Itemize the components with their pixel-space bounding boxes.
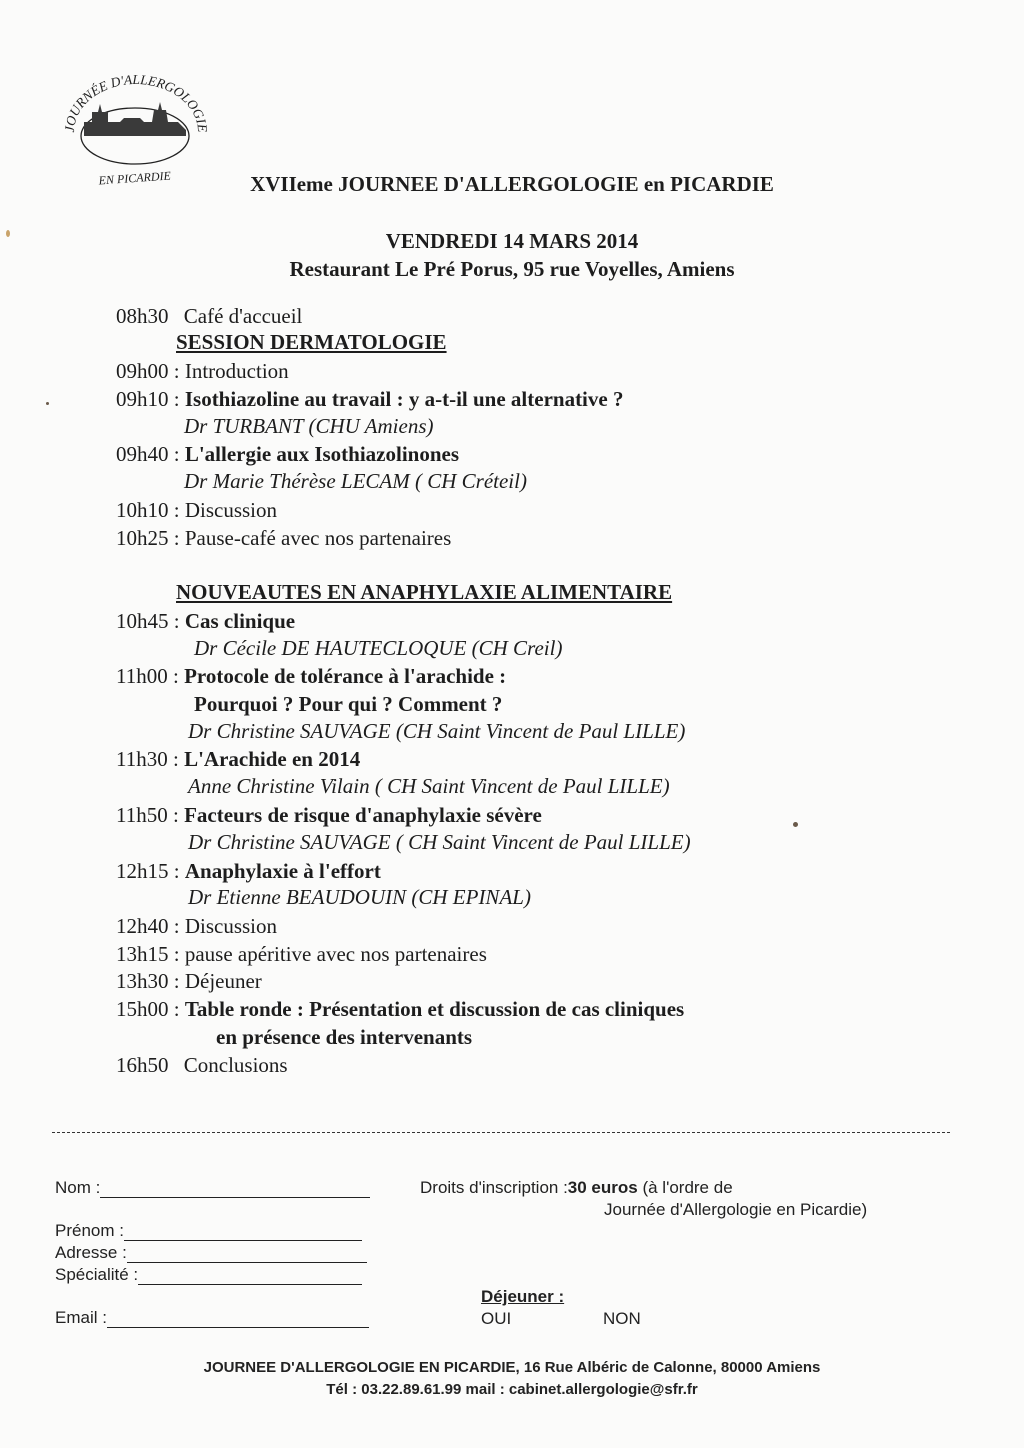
item-title-continued: en présence des intervenants [216, 1025, 473, 1049]
nom-input-line[interactable] [100, 1197, 370, 1198]
paper-speck [793, 822, 798, 827]
time: 11h30 : [116, 747, 179, 771]
fees [420, 1178, 733, 1198]
item-text: Discussion [184, 498, 278, 522]
nom-label: Nom : [55, 1178, 101, 1197]
speaker: Dr Christine SAUVAGE (CH Saint Vincent de Paul LILLE) [188, 719, 686, 743]
time: 13h15 : [116, 942, 180, 966]
prenom-label: Prénom : [55, 1221, 124, 1240]
time: 11h00 : [116, 664, 179, 688]
fees-label: Droits d'inscription : [420, 1178, 568, 1197]
logo-bottom-text: EN PICARDIE [98, 168, 172, 188]
item-text: Déjeuner [184, 969, 262, 993]
time: 09h10 : [116, 387, 180, 411]
speaker: Anne Christine Vilain ( CH Saint Vincent de Paul LILLE) [188, 774, 670, 798]
time: 16h50 [116, 1053, 169, 1077]
item-title: Protocole de tolérance à l'arachide : [184, 664, 507, 688]
time: 10h25 : [116, 526, 180, 550]
item-text: Pause-café avec nos partenaires [184, 526, 452, 550]
time: 08h30 [116, 304, 169, 328]
time: 12h40 : [116, 914, 180, 938]
program-row [116, 525, 451, 552]
footer-contact: Tél : 03.22.89.61.99 mail : cabinet.allergologie@sfr.fr [326, 1381, 698, 1398]
speaker: Dr TURBANT (CHU Amiens) [184, 414, 434, 438]
adresse-input-line[interactable] [127, 1262, 367, 1263]
adresse-field[interactable] [55, 1243, 367, 1263]
program-row [116, 746, 360, 773]
specialite-input-line[interactable] [138, 1284, 362, 1285]
lunch-yes-option[interactable]: OUI [481, 1309, 512, 1328]
item-title: Facteurs de risque d'anaphylaxie sévère [184, 803, 542, 827]
time: 13h30 : [116, 969, 180, 993]
time: 12h15 : [116, 859, 180, 883]
time: 11h50 : [116, 803, 179, 827]
program-row [116, 858, 381, 885]
email-label: Email : [55, 1308, 107, 1327]
fees-payee: Journée d'Allergologie en Picardie) [604, 1200, 868, 1219]
nom-field[interactable] [55, 1178, 370, 1198]
email-input-line[interactable] [107, 1327, 369, 1328]
event-venue: Restaurant Le Pré Porus, 95 rue Voyelles, Amiens [289, 257, 735, 281]
lunch-no-option[interactable]: NON [603, 1309, 641, 1328]
program-row [116, 996, 684, 1023]
specialite-label: Spécialité : [55, 1265, 139, 1284]
speaker: Dr Etienne BEAUDOUIN (CH EPINAL) [188, 885, 531, 909]
item-title: L'allergie aux Isothiazolinones [184, 442, 460, 466]
fees-note: (à l'ordre de [642, 1178, 733, 1197]
paper-speck [46, 402, 49, 405]
program-row [116, 968, 262, 995]
item-text: pause apéritive avec nos partenaires [184, 942, 487, 966]
specialite-field[interactable] [55, 1265, 362, 1285]
session-heading: NOUVEAUTES EN ANAPHYLAXIE ALIMENTAIRE [176, 580, 673, 604]
item-title: Anaphylaxie à l'effort [184, 859, 381, 883]
item-title: Table ronde : Présentation et discussion de cas cliniques [184, 997, 685, 1021]
item-title: L'Arachide en 2014 [184, 747, 361, 771]
speaker: Dr Christine SAUVAGE ( CH Saint Vincent de Paul LILLE) [188, 830, 691, 854]
time: 09h40 : [116, 442, 180, 466]
time: 10h45 : [116, 609, 180, 633]
program-row [116, 386, 623, 413]
logo-top-text: JOURNÉE D'ALLERGOLOGIE [62, 74, 211, 133]
program-row [116, 441, 459, 468]
cut-line [52, 1132, 950, 1133]
time: 15h00 : [116, 997, 180, 1021]
program-row [116, 608, 295, 635]
program-row [116, 802, 542, 829]
program-row [116, 941, 487, 968]
item-text: Introduction [184, 359, 289, 383]
program-row [116, 358, 289, 385]
time: 10h10 : [116, 498, 180, 522]
item-text: Café d'accueil [183, 304, 303, 328]
time: 09h00 : [116, 359, 180, 383]
item-title: Isothiazoline au travail : y a-t-il une alternative ? [184, 387, 624, 411]
prenom-input-line[interactable] [124, 1240, 362, 1241]
footer-address: JOURNEE D'ALLERGOLOGIE EN PICARDIE, 16 Rue Albéric de Calonne, 80000 Amiens [203, 1359, 821, 1376]
speaker: Dr Cécile DE HAUTECLOQUE (CH Creil) [194, 636, 563, 660]
fees-amount: 30 euros [567, 1178, 638, 1197]
item-text: Discussion [184, 914, 278, 938]
item-text: Conclusions [183, 1053, 288, 1077]
item-title: Cas clinique [184, 609, 296, 633]
program-row [116, 497, 277, 524]
adresse-label: Adresse : [55, 1243, 127, 1262]
session-heading: SESSION DERMATOLOGIE [176, 330, 447, 354]
prenom-field[interactable] [55, 1221, 362, 1241]
speaker: Dr Marie Thérèse LECAM ( CH Créteil) [184, 469, 527, 493]
page-title: XVIIeme JOURNEE D'ALLERGOLOGIE en PICARDIE [250, 172, 774, 196]
program-row [116, 1052, 288, 1079]
lunch-label: Déjeuner : [481, 1287, 565, 1306]
program-row [116, 303, 302, 330]
item-title-continued: Pourquoi ? Pour qui ? Comment ? [194, 692, 503, 716]
program-row [116, 663, 506, 690]
paper-speck [6, 230, 10, 237]
email-field[interactable] [55, 1308, 369, 1328]
program-row [116, 913, 277, 940]
event-date: VENDREDI 14 MARS 2014 [385, 229, 639, 253]
